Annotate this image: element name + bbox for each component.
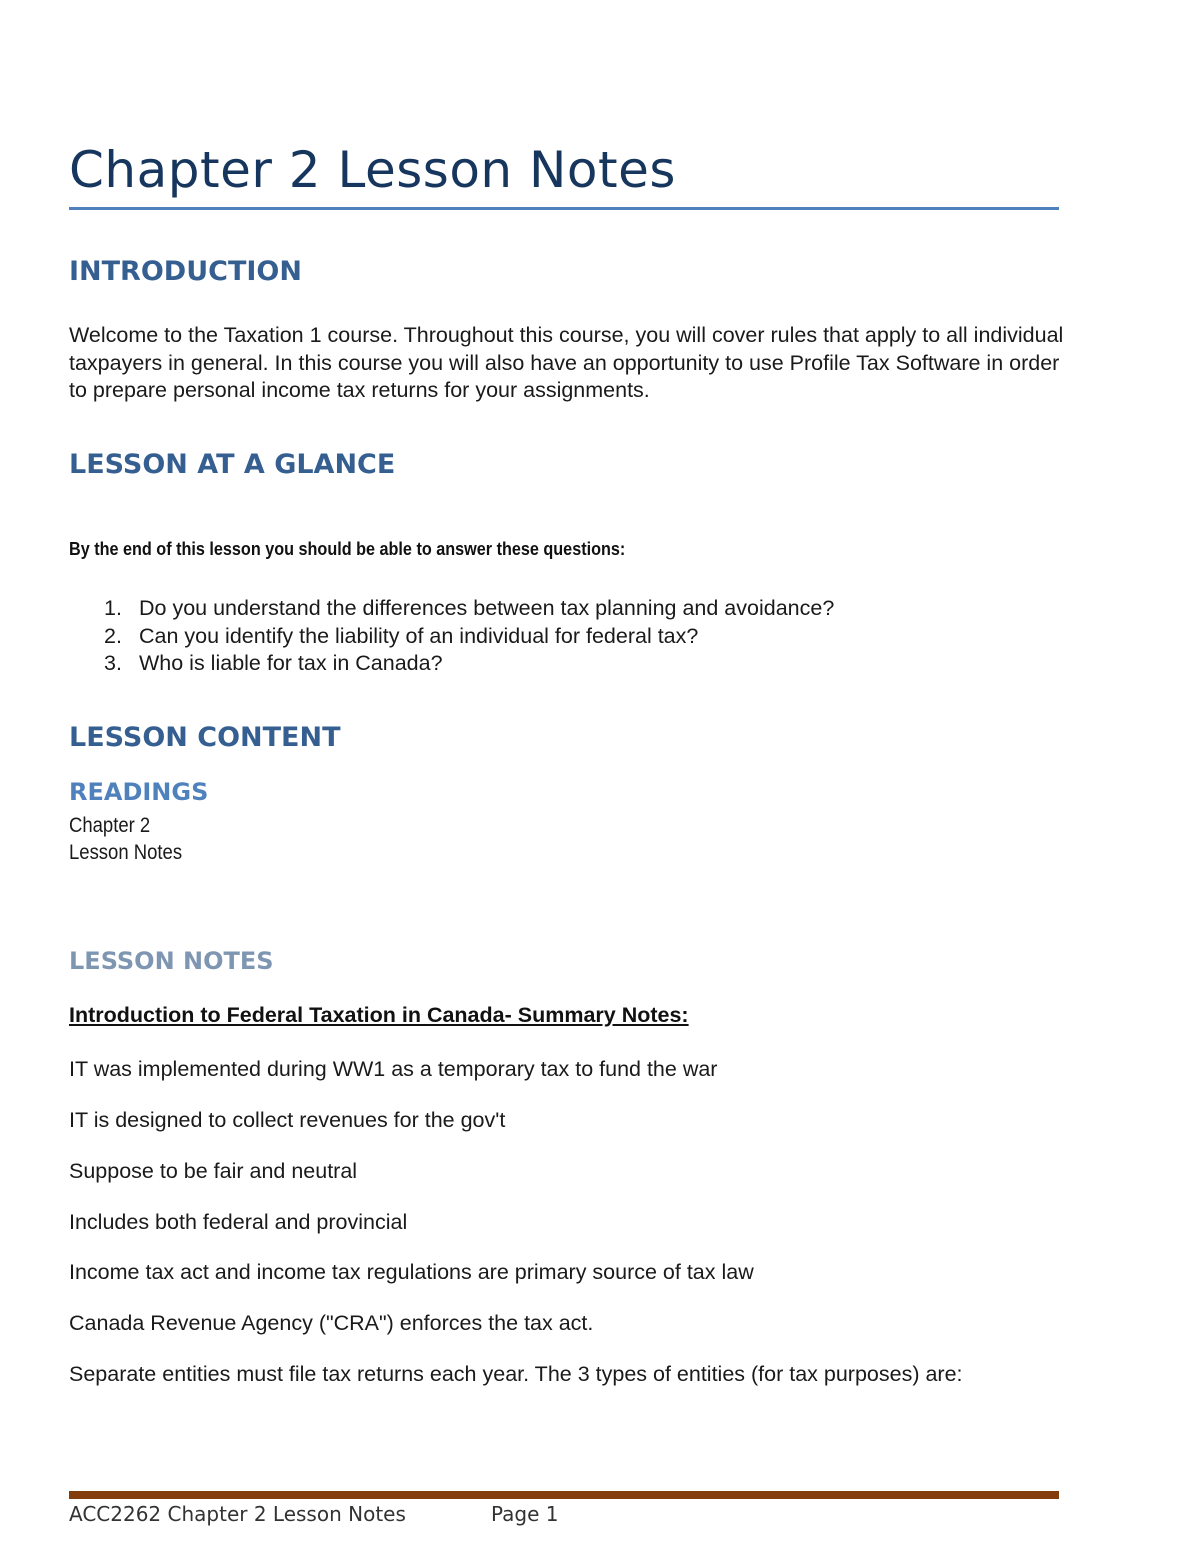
introduction-paragraph: Welcome to the Taxation 1 course. Throughout this course, you will cover rules that apply to all individual taxpayers in general. In this course you will also have an opportunity to use Profile Tax Software in order to prepare personal income tax returns for your assignments. bbox=[69, 323, 1064, 402]
lesson-notes-heading: LESSON NOTES bbox=[69, 947, 274, 975]
questions-prompt: By the end of this lesson you should be able to answer these questions: bbox=[69, 539, 626, 559]
readings-heading: READINGS bbox=[69, 778, 209, 806]
note-line: IT is designed to collect revenues for the gov't bbox=[69, 1108, 506, 1132]
list-item: 1. Do you understand the differences between tax planning and avoidance? bbox=[104, 596, 835, 620]
note-line: IT was implemented during WW1 as a temporary tax to fund the war bbox=[69, 1057, 718, 1081]
reading-item: Chapter 2 bbox=[69, 813, 151, 837]
page-title: Chapter 2 Lesson Notes bbox=[69, 141, 676, 199]
summary-notes-subheading: Introduction to Federal Taxation in Canada- Summary Notes: bbox=[69, 1003, 689, 1027]
questions-list bbox=[69, 595, 834, 678]
list-item: 3. Who is liable for tax in Canada? bbox=[104, 651, 443, 675]
title-underline bbox=[69, 207, 1059, 210]
footer-rule bbox=[69, 1491, 1059, 1499]
footer-document-name: ACC2262 Chapter 2 Lesson Notes bbox=[69, 1502, 406, 1526]
footer-page-number: Page 1 bbox=[491, 1502, 559, 1526]
note-line: Includes both federal and provincial bbox=[69, 1210, 408, 1234]
note-line: Suppose to be fair and neutral bbox=[69, 1159, 358, 1183]
note-line: Canada Revenue Agency ("CRA") enforces the tax act. bbox=[69, 1311, 594, 1335]
note-line: Income tax act and income tax regulations are primary source of tax law bbox=[69, 1260, 754, 1284]
lesson-content-heading: LESSON CONTENT bbox=[69, 722, 341, 753]
note-line: Separate entities must file tax returns each year. The 3 types of entities (for tax purposes) are: bbox=[69, 1362, 963, 1386]
reading-item: Lesson Notes bbox=[69, 840, 183, 864]
list-item: 2. Can you identify the liability of an individual for federal tax? bbox=[104, 623, 699, 648]
lesson-at-a-glance-heading: LESSON AT A GLANCE bbox=[69, 449, 396, 480]
introduction-heading: INTRODUCTION bbox=[69, 256, 302, 287]
